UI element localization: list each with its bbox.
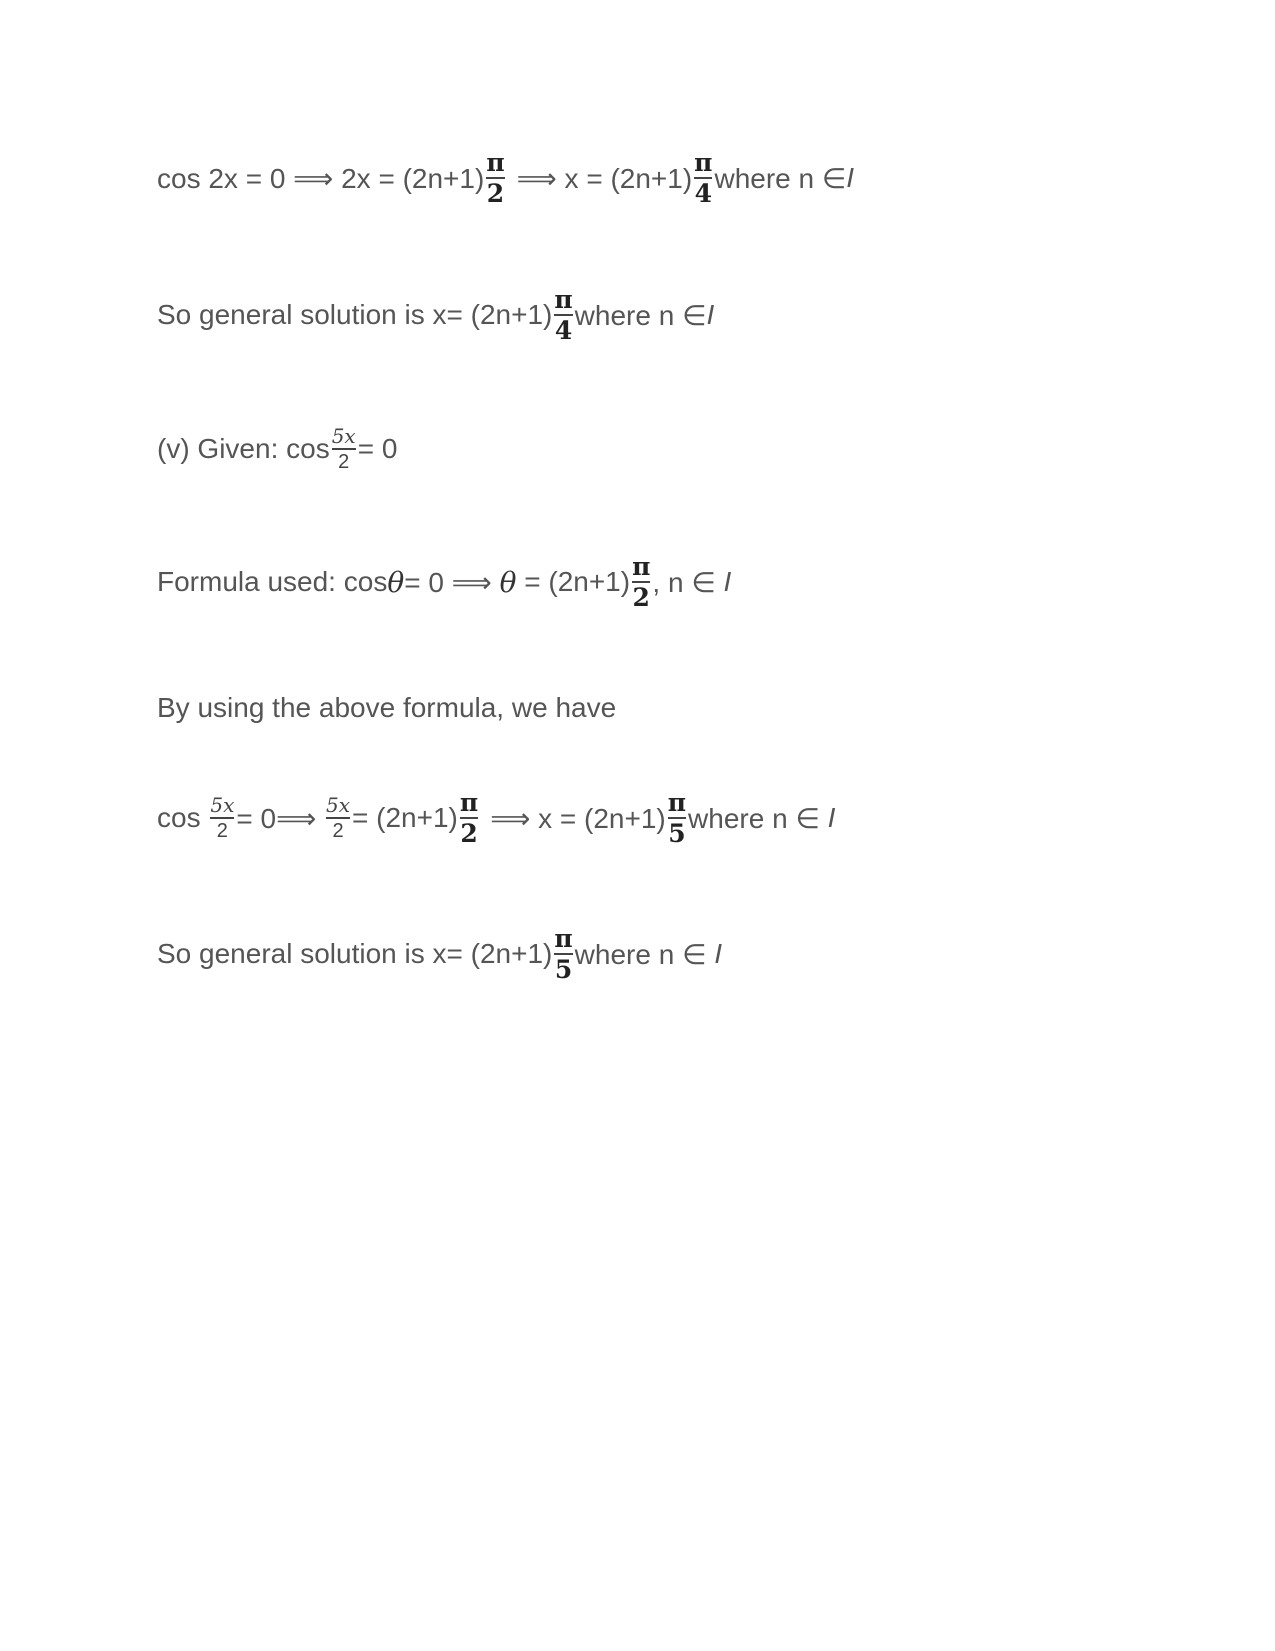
numerator: π [632,552,651,581]
integer-set-symbol: I [706,299,715,330]
text-segment: So general solution is x= (2n+1) [157,299,553,330]
text-segment: = (2n+1) [352,802,458,833]
text-segment: where n ∈ [574,299,707,331]
fraction [632,554,650,610]
fraction [486,150,504,206]
denominator: 2 [486,179,505,208]
equation-line-7 [157,926,722,982]
text-segment: = 0 ⟹ [404,566,500,598]
equation-line-4 [157,554,731,610]
text-segment: cos 2x = 0 ⟹ 2x = (2n+1) [157,162,485,194]
fraction-bar [326,817,350,819]
denominator: 2 [216,819,228,842]
denominator: 2 [460,819,478,848]
fraction [694,150,712,206]
text-segment: (v) Given: cos [157,432,330,464]
text-segment: So general solution is x= (2n+1) [157,938,553,969]
fraction [210,795,234,841]
fraction [554,287,572,343]
text-segment: where n ∈ [688,802,828,834]
text-segment: , n ∈ [652,566,724,598]
text-segment: = (2n+1) [516,566,631,597]
denominator: 4 [554,316,573,345]
text-segment: Formula used: cos [157,566,388,597]
integer-set-symbol: I [827,802,836,833]
fraction [326,795,350,841]
denominator: 2 [338,450,350,473]
integer-set-symbol: I [846,162,855,193]
theta-symbol: θ [499,565,517,599]
text-segment: where n ∈ [714,162,847,194]
text-segment: cos [157,802,209,833]
text-segment: = 0 [357,432,398,464]
integer-set-symbol: I [714,938,723,969]
text-line-5 [157,692,616,724]
fraction [668,790,686,846]
numerator: 5x [331,424,356,448]
fraction-bar [332,448,356,450]
numerator: 5x [326,793,351,818]
text-segment: where n ∈ [574,938,715,970]
text-segment: = 0⟹ [236,802,324,834]
denominator: 4 [694,179,713,208]
fraction [554,926,572,982]
fraction-bar [210,817,234,819]
numerator: π [459,788,479,817]
denominator: 2 [632,583,650,612]
equation-line-3 [157,426,397,472]
denominator: 2 [332,819,344,842]
denominator: 5 [554,955,573,984]
denominator: 5 [668,819,686,848]
numerator: π [667,788,687,817]
fraction [332,426,356,472]
text-segment: By using the above formula, we have [157,692,617,723]
theta-symbol: θ [387,565,405,599]
numerator: 5x [210,793,235,818]
numerator: π [554,924,573,953]
equation-line-6 [157,790,835,846]
fraction [460,790,478,846]
text-segment: ⟹ x = (2n+1) [516,162,693,194]
equation-line-1 [157,150,854,206]
numerator: π [694,148,713,177]
equation-line-2 [157,287,714,343]
numerator: π [554,285,573,314]
text-segment: ⟹ x = (2n+1) [490,802,666,834]
numerator: π [486,148,505,177]
integer-set-symbol: I [723,566,732,597]
